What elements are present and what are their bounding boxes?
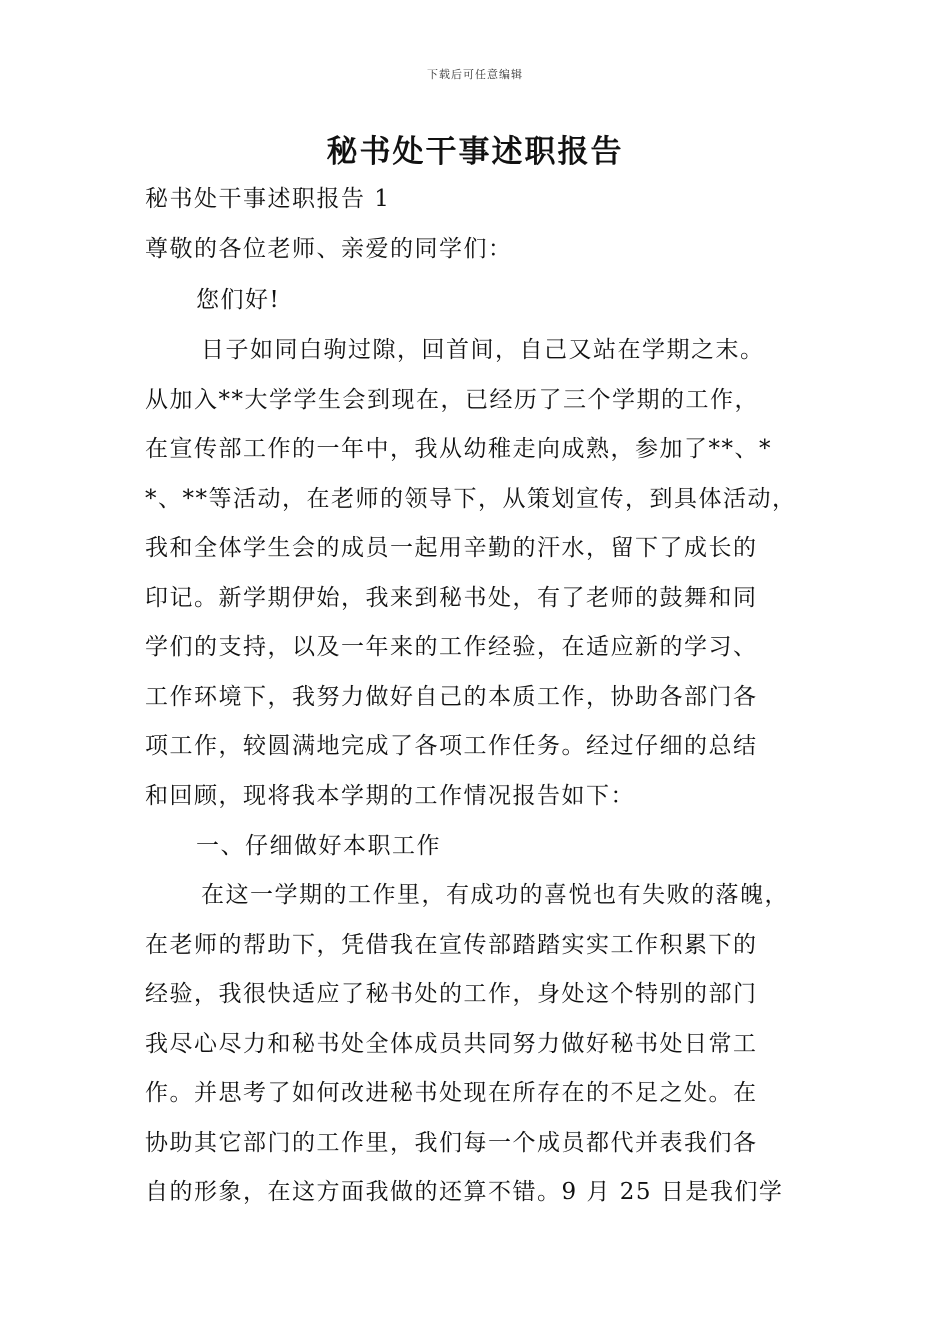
body-line: 项工作，较圆满地完成了各项工作任务。经过仔细的总结 [145,733,758,759]
body-line: 和回顾，现将我本学期的工作情况报告如下： [145,783,635,809]
body-line: 印记。新学期伊始，我来到秘书处，有了老师的鼓舞和同 [145,585,758,611]
header-note: 下载后可任意编辑 [427,68,523,81]
body-line: 经验，我很快适应了秘书处的工作，身处这个特别的部门 [145,981,758,1007]
body-line: 作。并思考了如何改进秘书处现在所存在的不足之处。在 [145,1080,758,1106]
greeting: 您们好! [196,287,281,313]
body-line: 学们的支持，以及一年来的工作经验，在适应新的学习、 [145,634,758,660]
body-line: 自的形象，在这方面我做的还算不错。9 月 25 日是我们学 [145,1179,784,1205]
body-line: 在这一学期的工作里，有成功的喜悦也有失败的落魄， [201,882,789,908]
document-title: 秘书处干事述职报告 [326,134,624,170]
body-line: 在宣传部工作的一年中，我从幼稚走向成熟，参加了**、* [145,436,772,462]
body-line: 我和全体学生会的成员一起用辛勤的汗水，留下了成长的 [145,535,758,561]
body-line: *、**等活动，在老师的领导下，从策划宣传，到具体活动， [145,486,797,512]
body-line: 从加入**大学学生会到现在，已经历了三个学期的工作， [145,387,759,413]
report-subtitle: 秘书处干事述职报告 1 [145,186,391,212]
body-line: 我尽心尽力和秘书处全体成员共同努力做好秘书处日常工 [145,1031,758,1057]
body-line: 在老师的帮助下，凭借我在宣传部踏踏实实工作积累下的 [145,932,758,958]
body-line: 协助其它部门的工作里，我们每一个成员都代并表我们各 [145,1130,758,1156]
section-heading: 一、仔细做好本职工作 [196,833,441,859]
body-line: 日子如同白驹过隙，回首间，自己又站在学期之末。 [201,337,765,363]
salutation: 尊敬的各位老师、亲爱的同学们： [145,236,513,262]
body-line: 工作环境下，我努力做好自己的本质工作，协助各部门各 [145,684,758,710]
